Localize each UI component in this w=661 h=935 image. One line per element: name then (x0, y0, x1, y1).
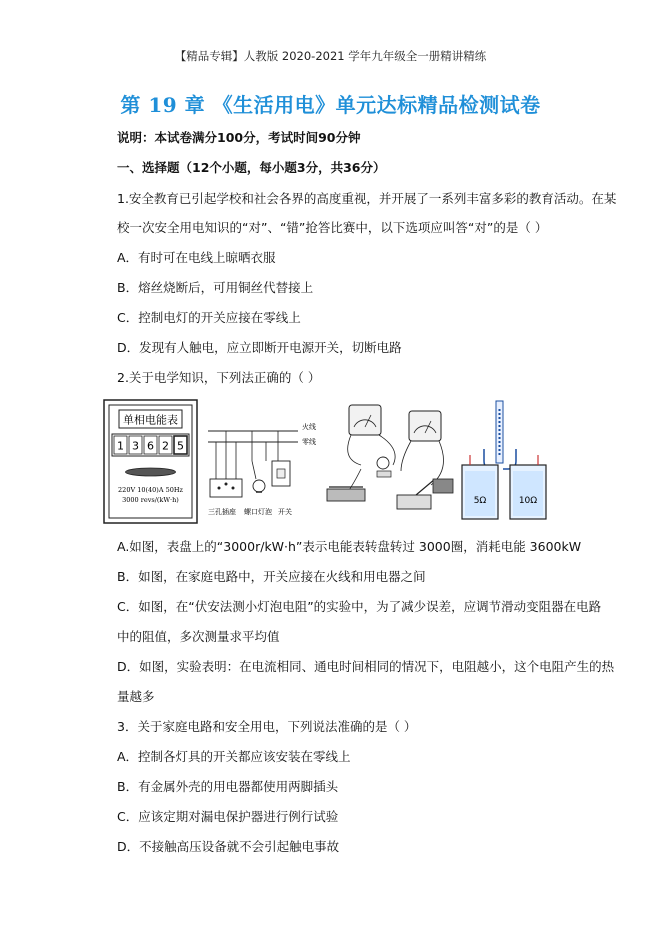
left-resistor-label: 5Ω (473, 496, 487, 506)
option-a: A.如图，表盘上的“3000r/kW·h”表示电能表转盘转过 3000圈，消耗电能 3600kW (117, 539, 582, 554)
question-stem: 3．关于家庭电路和安全用电，下列说法准确的是（ ） (117, 719, 417, 734)
section-heading: 一、选择题（12个小题，每小题3分，共36分） (117, 160, 386, 175)
meter-digit: 5 (177, 439, 184, 453)
exam-note: 说明：本试卷满分100分，考试时间90分钟 (117, 130, 361, 145)
electric-meter-figure (103, 399, 198, 524)
option-d: D．发现有人触电，应立即断开电源开关，切断电路 (117, 340, 402, 355)
right-resistor-label: 10Ω (518, 496, 538, 506)
lamp-label: 螺口灯泡 (244, 508, 272, 516)
meter-digit: 2 (162, 439, 169, 453)
page-header: 【精品专辑】人教版 2020-2021 学年九年级全一册精讲精练 (174, 49, 487, 63)
option-d: D．如图，实验表明：在电流相同、通电时间相同的情况下，电阻越小，这个电阻产生的热 (117, 659, 615, 674)
option-d: D．不接触高压设备就不会引起触电事故 (117, 839, 340, 854)
meter-digit: 3 (132, 439, 139, 453)
option-b: B．熔丝烧断后，可用铜丝代替接上 (117, 280, 314, 295)
live-wire-label: 火线 (302, 423, 316, 431)
bulb-icon (377, 457, 389, 469)
battery (433, 479, 453, 493)
neutral-wire-label: 零线 (302, 438, 316, 446)
figure-row (103, 399, 553, 524)
question-stem: 2.关于电学知识，下列法正确的（ ） (117, 370, 321, 385)
switch-base (397, 495, 431, 509)
option-b: B．如图，在家庭电路中，开关应接在火线和用电器之间 (117, 569, 426, 584)
meter-disc (126, 468, 176, 476)
switch-label: 开关 (278, 508, 292, 516)
option-c-continued: 中的阻值，多次测量求平均值 (117, 629, 280, 644)
option-d-continued: 量越多 (117, 689, 155, 704)
meter-title: 单相电能表 (123, 413, 178, 427)
option-b: B．有金属外壳的用电器都使用两脚插头 (117, 779, 339, 794)
meter-spec-1: 220V 10(40)A 50Hz (118, 486, 183, 494)
option-c: C．应该定期对漏电保护器进行例行试验 (117, 809, 339, 824)
meter-spec-2: 3000 revs/(kW·h) (122, 496, 179, 504)
option-a: A．控制各灯具的开关都应该安装在零线上 (117, 749, 351, 764)
option-a: A．有时可在电线上晾晒衣服 (117, 250, 276, 265)
voltammetry-experiment-figure (321, 399, 456, 524)
option-c: C．控制电灯的开关应接在零线上 (117, 310, 301, 325)
rheostat (327, 489, 365, 501)
joule-heating-figure (456, 399, 553, 524)
meter-digit: 6 (147, 439, 154, 453)
question-stem: 校一次安全用电知识的“对”、“错”抢答比赛中，以下选项应叫答“对”的是（ ） (117, 220, 548, 235)
socket-label: 三孔插座 (208, 508, 236, 516)
page-title: 第 19 章 《生活用电》单元达标精品检测试卷 (120, 93, 541, 117)
question-stem: 1.安全教育已引起学校和社会各界的高度重视，并开展了一系列丰富多彩的教育活动。在某 (117, 191, 617, 206)
household-circuit-figure (206, 399, 321, 524)
option-c: C．如图，在“伏安法测小灯泡电阻”的实验中，为了减少误差，应调节滑动变阻器在电路 (117, 599, 602, 614)
meter-digit: 1 (117, 439, 124, 453)
